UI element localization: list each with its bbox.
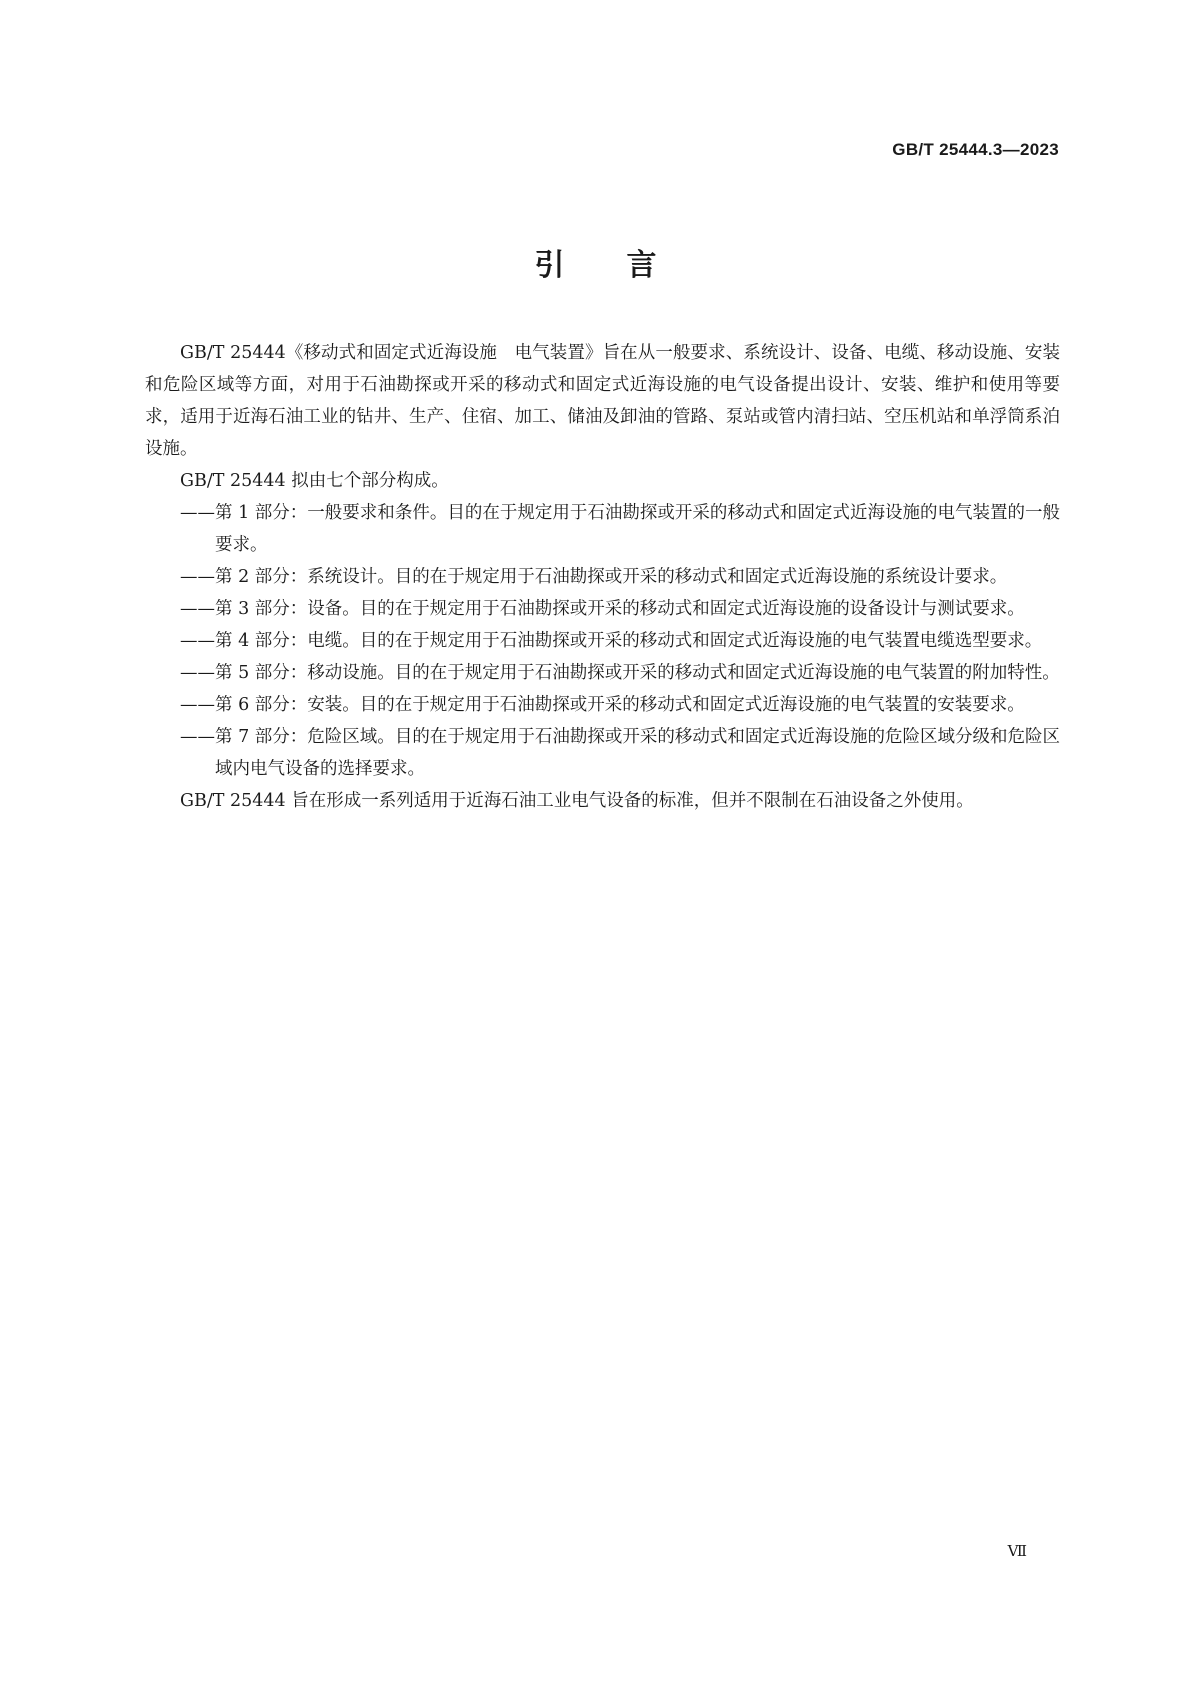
document-body: [145, 337, 1060, 817]
list-item-part-7: ——第 7 部分：危险区域。目的在于规定用于石油勘探或开采的移动式和固定式近海设施的危险区域分级和危险区域内电气设备的选择要求。: [180, 727, 1060, 779]
page-title: 引言: [534, 248, 719, 283]
conclusion-paragraph: GB/T 25444 旨在形成一系列适用于近海石油工业电气设备的标准，但并不限制在石油设备之外使用。: [180, 791, 974, 811]
page-number: Ⅶ: [1007, 1542, 1027, 1560]
list-item-part-4: ——第 4 部分：电缆。目的在于规定用于石油勘探或开采的移动式和固定式近海设施的电气装置电缆选型要求。: [180, 631, 1043, 651]
list-item-part-1: ——第 1 部分：一般要求和条件。目的在于规定用于石油勘探或开采的移动式和固定式近海设施的电气装置的一般要求。: [180, 503, 1060, 555]
list-item-part-5: ——第 5 部分：移动设施。目的在于规定用于石油勘探或开采的移动式和固定式近海设施的电气装置的附加特性。: [180, 663, 1060, 683]
list-item-part-6: ——第 6 部分：安装。目的在于规定用于石油勘探或开采的移动式和固定式近海设施的电气装置的安装要求。: [180, 695, 1025, 715]
list-item-part-2: ——第 2 部分：系统设计。目的在于规定用于石油勘探或开采的移动式和固定式近海设施的系统设计要求。: [180, 567, 1008, 587]
list-item-part-3: ——第 3 部分：设备。目的在于规定用于石油勘探或开采的移动式和固定式近海设施的设备设计与测试要求。: [180, 599, 1025, 619]
intro-paragraph: GB/T 25444《移动式和固定式近海设施 电气装置》旨在从一般要求、系统设计、设备、电缆、移动设施、安装和危险区域等方面，对用于石油勘探或开采的移动式和固定式近海设施的电气设备提出设计、安装、维护和使用等要求，适用于近海石油工业的钻井、生产、住宿、加工、储油及卸油的管路、泵站或管内清扫站、空压机站和单浮筒系泊设施。: [145, 343, 1060, 459]
parts-intro-paragraph: GB/T 25444 拟由七个部分构成。: [180, 471, 449, 491]
standard-code-header: GB/T 25444.3—2023: [892, 140, 1059, 159]
